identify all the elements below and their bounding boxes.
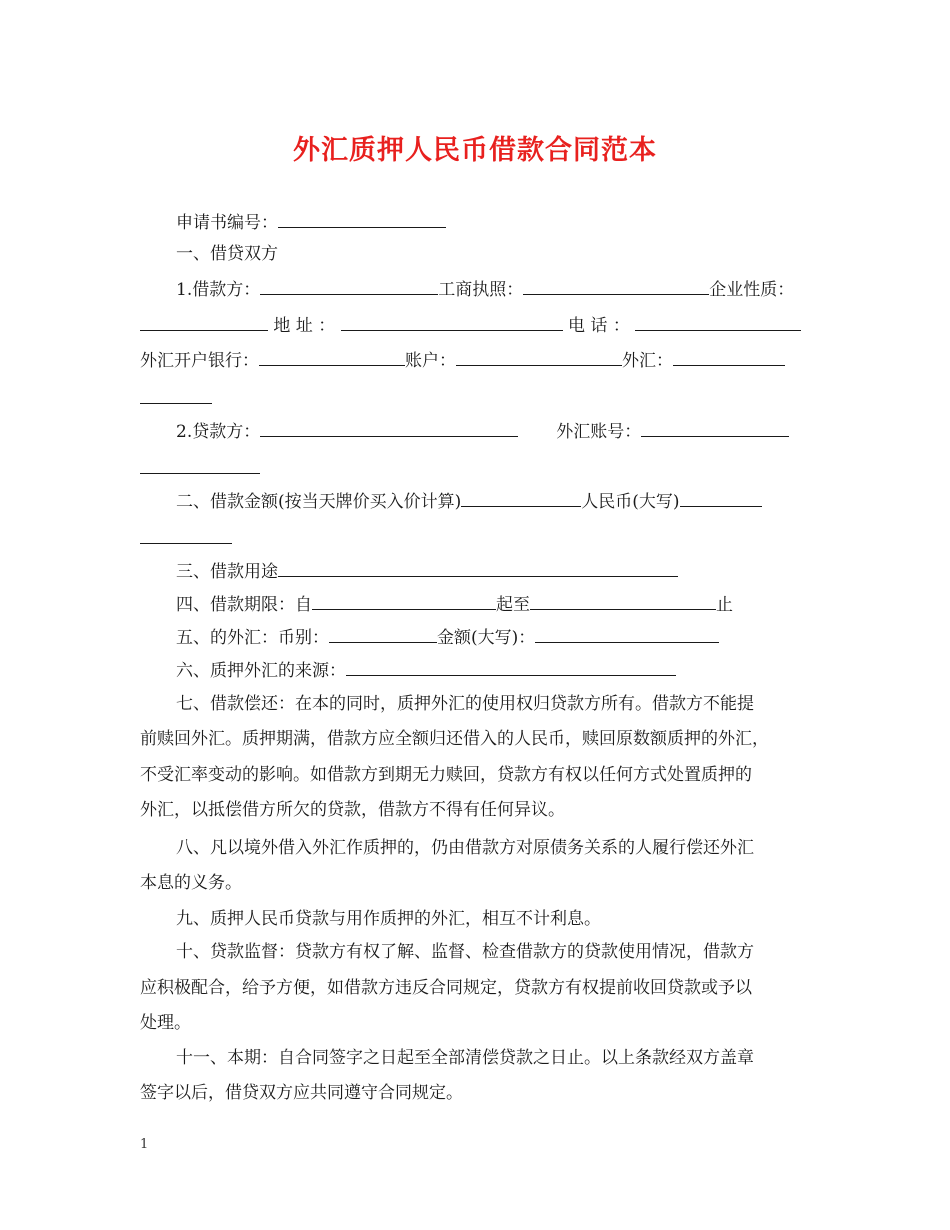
fx-blank[interactable] <box>673 348 785 366</box>
application-number-line <box>176 210 820 235</box>
loan-start-blank[interactable] <box>312 592 496 610</box>
account-label: 账户： <box>405 351 456 371</box>
phone-blank[interactable] <box>635 313 801 331</box>
loan-amount-blank[interactable] <box>461 489 581 507</box>
fx-account-blank-continuation[interactable] <box>140 473 260 474</box>
loan-term-end-label: 止 <box>716 595 733 615</box>
section-7-line-2: 前赎回外汇。质押期满，借款方应全额归还借入的人民币，赎回原数额质押的外汇， <box>140 729 769 749</box>
business-license-blank[interactable] <box>523 277 709 295</box>
fx-account-blank[interactable] <box>641 419 789 437</box>
loan-purpose-blank[interactable] <box>278 559 678 577</box>
pledge-source-label: 六、质押外汇的来源： <box>176 661 346 681</box>
loan-term-label: 四、借款期限：自 <box>176 595 312 615</box>
section-9-line: 九、质押人民币贷款与用作质押的外汇，相互不计利息。 <box>176 909 601 929</box>
rmb-blank-continuation[interactable] <box>140 543 232 544</box>
section-7-line-4: 外汇，以抵偿借方所欠的贷款，借款方不得有任何异议。 <box>140 800 565 820</box>
fx-label: 外汇： <box>622 351 673 371</box>
phone-label: 电 话 ： <box>568 316 630 336</box>
enterprise-nature-label: 企业性质： <box>709 280 795 300</box>
section-10-line-2: 应积极配合，给予方便，如借款方违反合同规定，贷款方有权提前收回贷款或予以 <box>140 978 752 998</box>
enterprise-nature-blank[interactable] <box>140 313 268 331</box>
page-number: 1 <box>140 1137 149 1152</box>
section-11-line-1: 十一、本期：自合同签字之日起至全部清偿贷款之日止。以上条款经双方盖章 <box>176 1048 754 1068</box>
currency-label: 五、的外汇：币别： <box>176 628 329 648</box>
rmb-uppercase-blank[interactable] <box>680 489 762 507</box>
section-11-line-2: 签字以后，借贷双方应共同遵守合同规定。 <box>140 1083 463 1103</box>
fx-bank-line <box>140 348 820 373</box>
borrower-label: 1.借款方： <box>176 280 261 300</box>
section-1-heading: 一、借贷双方 <box>176 244 278 264</box>
fx-bank-label: 外汇开户银行： <box>140 351 259 371</box>
lender-blank[interactable] <box>260 419 518 437</box>
fx-amount-label: 金额(大写)： <box>437 628 536 648</box>
loan-amount-label: 二、借款金额(按当天牌价买入价计算) <box>176 492 462 512</box>
address-label: 地 址 ： <box>273 316 336 336</box>
loan-purpose-label: 三、借款用途 <box>176 562 278 582</box>
rmb-uppercase-label: 人民币(大写) <box>581 492 680 512</box>
section-4-line <box>176 592 820 617</box>
lender-label: 2.贷款方： <box>176 422 261 442</box>
section-6-line <box>176 658 820 683</box>
section-7-line-3: 不受汇率变动的影响。如借款方到期无力赎回，贷款方有权以任何方式处置质押的 <box>140 765 752 785</box>
application-number-blank[interactable] <box>278 210 446 228</box>
section-2-line <box>176 489 820 514</box>
section-7-line-1: 七、借款偿还：在本的同时，质押外汇的使用权归贷款方所有。借款方不能提 <box>176 694 754 714</box>
fx-bank-blank[interactable] <box>259 348 405 366</box>
fx-account-label: 外汇账号： <box>556 422 642 442</box>
document-title: 外汇质押人民币借款合同范本 <box>293 135 657 166</box>
section-8-line-1: 八、凡以境外借入外汇作质押的，仍由借款方对原债务关系的人履行偿还外汇 <box>176 838 754 858</box>
address-phone-line <box>140 313 820 338</box>
loan-end-blank[interactable] <box>530 592 716 610</box>
currency-blank[interactable] <box>329 625 437 643</box>
section-8-line-2: 本息的义务。 <box>140 873 242 893</box>
section-3-line <box>176 559 820 584</box>
section-10-line-1: 十、贷款监督：贷款方有权了解、监督、检查借款方的贷款使用情况，借款方 <box>176 942 754 962</box>
pledge-source-blank[interactable] <box>346 658 676 676</box>
fx-amount-blank[interactable] <box>535 625 719 643</box>
section-10-line-3: 处理。 <box>140 1013 191 1033</box>
application-number-label: 申请书编号： <box>176 213 278 233</box>
fx-blank-continuation[interactable] <box>140 403 212 404</box>
account-blank[interactable] <box>456 348 622 366</box>
borrower-blank[interactable] <box>260 277 438 295</box>
borrower-line <box>176 277 820 302</box>
business-license-label: 工商执照： <box>438 280 524 300</box>
address-blank[interactable] <box>341 313 563 331</box>
section-5-line <box>176 625 820 650</box>
lender-line <box>176 419 820 444</box>
loan-term-to-label: 起至 <box>496 595 530 615</box>
